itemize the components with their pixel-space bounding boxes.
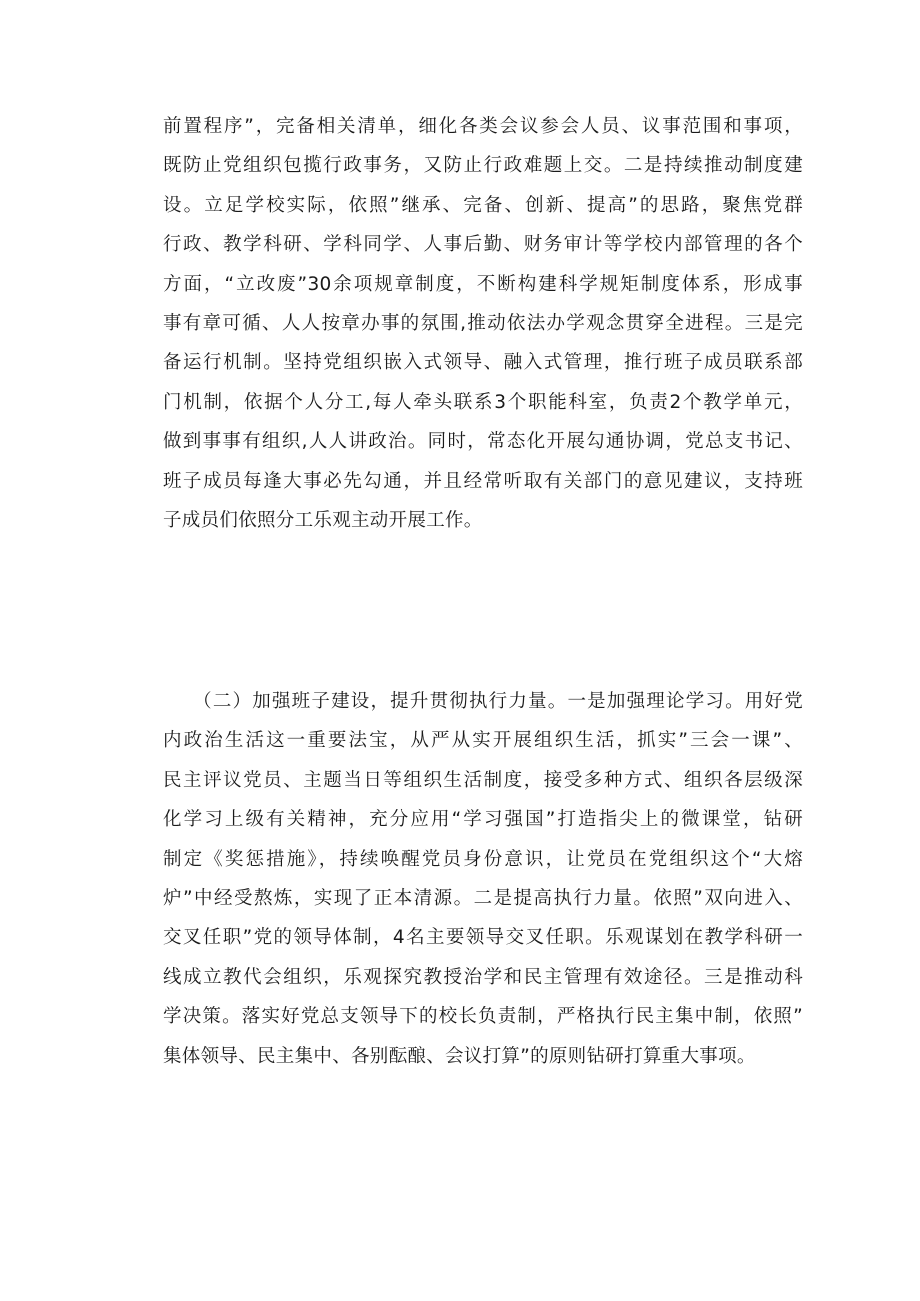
text-line: 前置程序”，完备相关清单，细化各类会议参会人员、议事范围和事项， [163,116,803,137]
text-line: 行政、教学科研、学科同学、人事后勤、财务审计等学校内部管理的各个 [163,234,803,256]
text-line: 备运行机制。坚持党组织嵌入式领导、融入式管理，推行班子成员联系部 [163,352,803,374]
text-line: 内政治生活这一重要法宝，从严从实开展组织生活，抓实”三会一课”、 [163,730,803,752]
text-line: 门机制，依据个人分工,每人牵头联系3个职能科室，负责2个教学单元， [163,391,803,413]
text-line: 子成员们依照分工乐观主动开展工作。 [163,509,483,531]
text-line: 事有章可循、人人按章办事的氛围,推动依法办学观念贯穿全进程。三是完 [163,312,803,334]
text-line: 交叉任职”党的领导体制，4名主要领导交叉任职。乐观谋划在教学科研一 [163,927,803,949]
text-line: （二）加强班子建设，提升贯彻执行力量。一是加强理论学习。用好党 [163,691,803,712]
text-line: 集体领导、民主集中、各别酝酿、会议打算”的原则钻研打算重大事项。 [163,1045,756,1067]
text-line: 学决策。落实好党总支领导下的校长负责制，严格执行民主集中制，依照” [163,1006,803,1028]
paragraph-2 [163,682,803,1076]
text-line: 化学习上级有关精神，充分应用“学习强国”打造指尖上的微课堂，钻研 [163,809,803,831]
text-line: 炉”中经受熬炼，实现了正本清源。二是提高执行力量。依照”双向进入、 [163,887,803,909]
text-line: 做到事事有组织,人人讲政治。同时，常态化开展勾通协调，党总支书记、 [163,431,803,453]
paragraph-1 [163,107,803,540]
text-line: 制定《奖惩措施》，持续唤醒党员身份意识，让党员在党组织这个“大熔 [163,848,803,870]
text-line: 设。立足学校实际，依照”继承、完备、创新、提高”的思路，聚焦党群 [163,194,803,216]
text-line: 班子成员每逢大事必先勾通，并且经常听取有关部门的意见建议，支持班 [163,470,803,492]
text-line: 线成立教代会组织，乐观探究教授治学和民主管理有效途径。三是推动科 [163,966,803,988]
text-line: 方面，“立改废”30余项规章制度，不断构建科学规矩制度体系，形成事 [163,273,803,295]
text-line: 既防止党组织包揽行政事务，又防止行政难题上交。二是持续推动制度建 [163,155,803,177]
text-line: 民主评议党员、主题当日等组织生活制度，接受多种方式、组织各层级深 [163,769,803,791]
